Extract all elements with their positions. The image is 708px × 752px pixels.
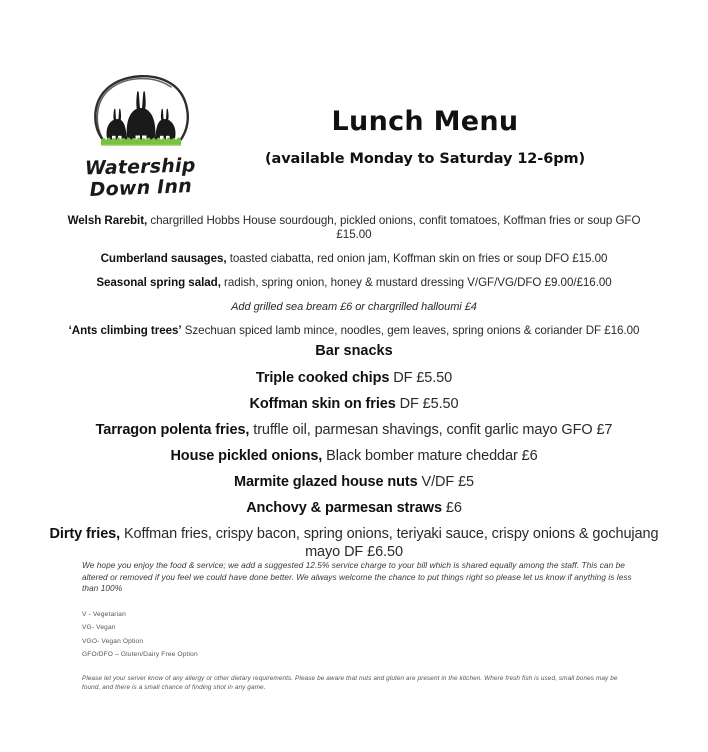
snack-item xyxy=(44,447,664,465)
brand-name xyxy=(77,155,203,200)
menu-item-name: Cumberland sausages, xyxy=(100,252,227,265)
menu-item xyxy=(54,214,654,242)
title-block xyxy=(200,106,650,168)
service-charge-note: We hope you enjoy the food & service; we add a suggested 12.5% service charge to your bill which is shared equally among the staff. This can be altered or removed if you feel we could have done better. We always welcome the chance to put things right so please let us know if anything is less than 100% xyxy=(82,560,632,593)
brand-name-line1: Watership xyxy=(84,154,196,180)
main-dishes-list xyxy=(54,214,654,348)
menu-item-description: radish, spring onion, honey & mustard dressing V/GF/VG/DFO £9.00/£16.00 xyxy=(220,276,612,289)
menu-item-description: chargrilled Hobbs House sourdough, pickled onions, confit tomatoes, Koffman fries or soup GFO £15.00 xyxy=(147,214,641,241)
snack-item-name: House pickled onions, xyxy=(170,448,323,464)
snack-item-name: Koffman skin on fries xyxy=(249,396,396,412)
snack-item-name: Dirty fries, xyxy=(49,526,121,542)
three-rabbits-in-circle-icon xyxy=(89,74,193,154)
menu-item xyxy=(54,276,654,290)
dietary-key-item: VG- Vegan xyxy=(82,624,116,631)
dietary-key-item: V - Vegetarian xyxy=(82,610,126,618)
menu-item-name: Seasonal spring salad, xyxy=(96,276,221,289)
menu-item xyxy=(54,324,654,338)
menu-item-name: Welsh Rarebit, xyxy=(67,214,148,227)
page-title: Lunch Menu xyxy=(331,106,519,137)
menu-item-name: ‘Ants climbing trees’ xyxy=(68,324,182,337)
menu-item-addon-note: Add grilled sea bream £6 or chargrilled halloumi £4 xyxy=(231,301,477,313)
menu-availability-subtitle: (available Monday to Saturday 12-6pm) xyxy=(264,151,586,167)
snack-item-name: Anchovy & parmesan straws xyxy=(246,500,442,516)
snack-item-name: Marmite glazed house nuts xyxy=(233,474,418,490)
snack-item xyxy=(44,473,664,491)
snack-item-description: Koffman fries, crispy bacon, spring onions, teriyaki sauce, crispy onions & gochujang mayo DF £6.50 xyxy=(120,526,659,560)
snack-item-description: Black bomber mature cheddar £6 xyxy=(322,448,538,464)
snack-item xyxy=(44,499,664,517)
snack-item-description: DF £5.50 xyxy=(395,396,459,412)
dietary-key-item: GFO/DFO – Gluten/Dairy Free Option xyxy=(82,651,198,658)
allergy-disclaimer: Please let your server know of any allergy or other dietary requirements. Please be aware that nuts and gluten are present in the kitchen. Where fresh fish is used, small bones may be found, and there is a small chance of finding shot in any game. xyxy=(82,674,618,691)
snack-item xyxy=(44,421,664,439)
brand-logo xyxy=(78,74,203,199)
snack-item-description: V/DF £5 xyxy=(417,474,475,490)
snack-item-description: DF £5.50 xyxy=(389,370,453,386)
snack-item xyxy=(44,395,664,413)
bar-snacks-heading: Bar snacks xyxy=(315,343,393,359)
menu-item xyxy=(54,252,654,266)
dietary-key-item: VGO- Vegan Option xyxy=(82,637,144,645)
bar-snacks-section xyxy=(44,342,664,569)
menu-item-description: toasted ciabatta, red onion jam, Koffman skin on fries or soup DFO £15.00 xyxy=(226,252,608,265)
brand-name-line2: Down Inn xyxy=(89,175,193,201)
snack-item-name: Triple cooked chips xyxy=(255,370,390,386)
snack-item-name: Tarragon polenta fries, xyxy=(95,422,250,438)
snack-item xyxy=(44,525,664,561)
fine-print-section xyxy=(82,560,634,693)
snack-item-description: £6 xyxy=(441,500,462,516)
dietary-key-list xyxy=(82,608,634,662)
menu-item-description: Szechuan spiced lamb mince, noodles, gem leaves, spring onions & coriander DF £16.00 xyxy=(181,324,640,337)
snack-item xyxy=(44,369,664,387)
menu-header xyxy=(0,74,708,214)
snack-item-description: truffle oil, parmesan shavings, confit garlic mayo GFO £7 xyxy=(249,422,613,438)
